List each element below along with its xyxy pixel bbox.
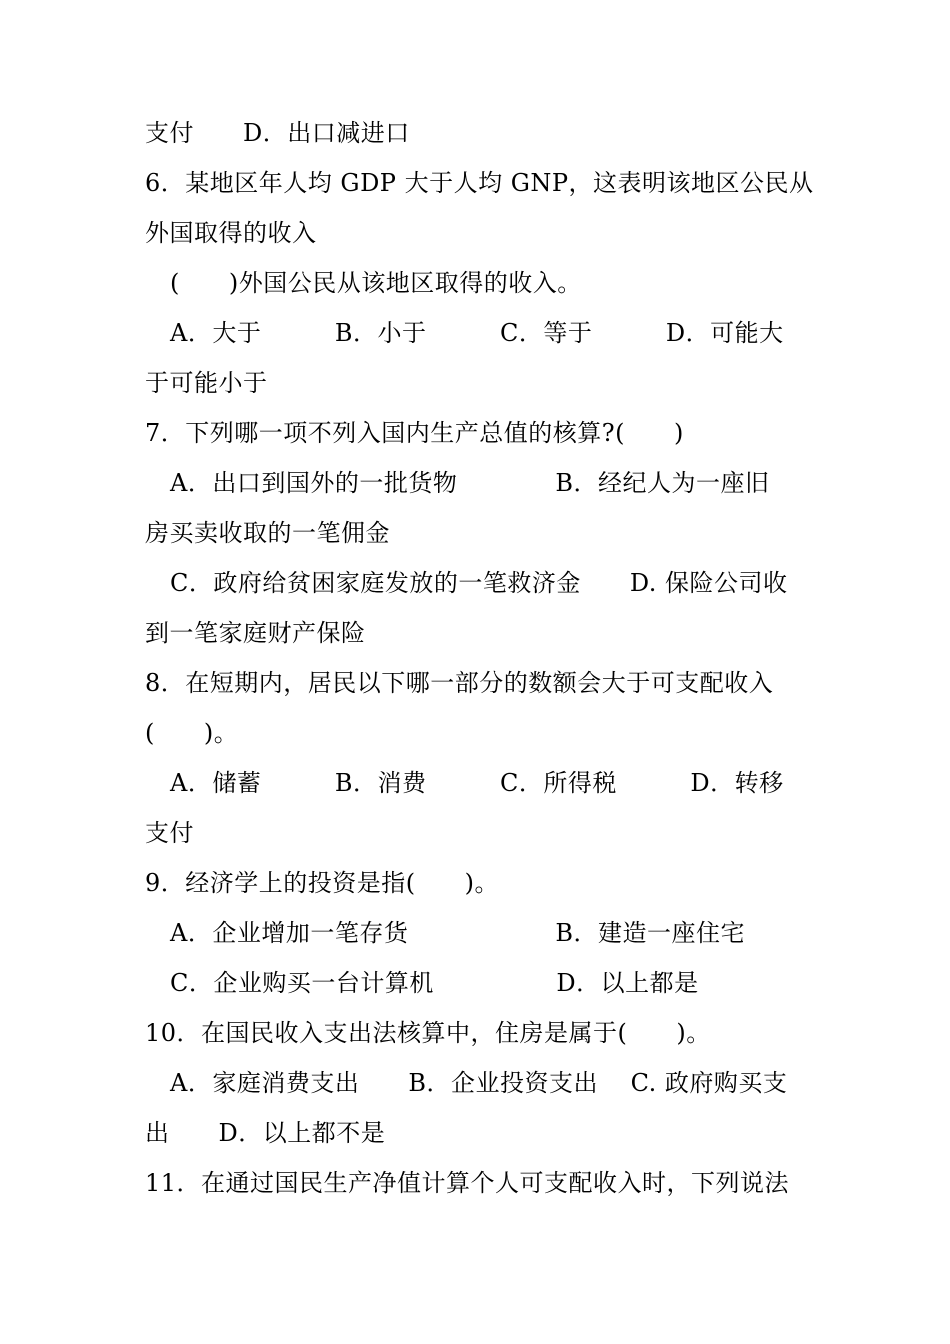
question-6-options-cont: 于可能小于 — [145, 369, 268, 397]
question-7-options-cd-cont: 到一笔家庭财产保险 — [145, 619, 366, 647]
question-7-options-ab-cont: 房买卖收取的一笔佣金 — [145, 519, 390, 547]
question-11-line: 11．在通过国民生产净值计算个人可支配收入时，下列说法 — [145, 1169, 790, 1197]
question-6-line-2: 外国取得的收入 — [145, 219, 317, 247]
question-9-options-ab: A．企业增加一笔存货 B．建造一座住宅 — [170, 919, 745, 947]
question-9-line: 9．经济学上的投资是指( )。 — [145, 869, 499, 897]
question-7-options-ab: A．出口到国外的一批货物 B．经纪人为一座旧 — [170, 469, 770, 497]
question-10-options-cont: 出 D．以上都不是 — [145, 1119, 386, 1147]
question-6-line-3: ( )外国公民从该地区取得的收入。 — [170, 269, 582, 297]
question-7-options-cd: C．政府给贫困家庭发放的一笔救济金 D. 保险公司收 — [170, 569, 788, 597]
question-7-line: 7．下列哪一项不列入国内生产总值的核算?( ) — [145, 419, 684, 447]
question-8-line: 8．在短期内，居民以下哪一部分的数额会大于可支配收入 — [145, 669, 774, 697]
question-8-line-2: ( )。 — [145, 719, 239, 747]
question-9-options-cd: C．企业购买一台计算机 D．以上都是 — [170, 969, 699, 997]
question-8-options: A．储蓄 B．消费 C．所得税 D．转移 — [170, 769, 784, 797]
question-6-line: 6．某地区年人均 GDP 大于人均 GNP，这表明该地区公民从 — [145, 169, 814, 197]
question-6-options: A．大于 B．小于 C．等于 D．可能大 — [170, 319, 784, 347]
text-line-1: 支付 D．出口减进口 — [145, 119, 410, 147]
question-10-line: 10．在国民收入支出法核算中，住房是属于( )。 — [145, 1019, 711, 1047]
question-10-options: A．家庭消费支出 B．企业投资支出 C. 政府购买支 — [170, 1069, 788, 1097]
question-8-options-cont: 支付 — [145, 819, 194, 847]
